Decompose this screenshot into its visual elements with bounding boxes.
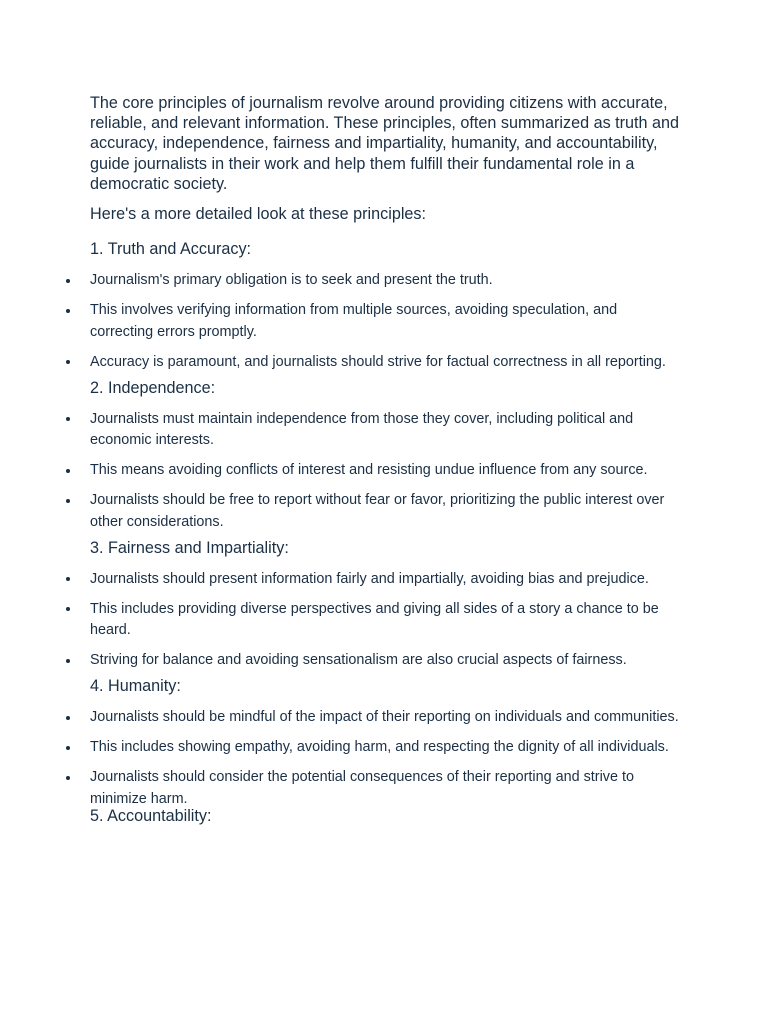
- list-item: [90, 650, 680, 672]
- section-heading-truth-accuracy: 1. Truth and Accuracy:: [90, 240, 252, 259]
- list-item: [90, 352, 680, 374]
- bullet-list-humanity: [90, 707, 680, 810]
- list-item-text: Journalists must maintain independence from those they cover, including political and economic interests.: [90, 410, 634, 449]
- list-item-text: Journalists should be free to report without fear or favor, prioritizing the public interest over other considerations.: [90, 492, 665, 530]
- bullet-icon: [66, 499, 70, 503]
- list-item: [90, 737, 680, 759]
- list-item: [90, 599, 680, 642]
- list-item: [90, 300, 680, 343]
- lead-paragraph: Here's a more detailed look at these principles:: [90, 205, 427, 224]
- bullet-icon: [66, 577, 70, 581]
- bullet-icon: [66, 417, 70, 421]
- list-item-text: This involves verifying information from multiple sources, avoiding speculation, and correcting errors promptly.: [90, 302, 618, 340]
- bullet-icon: [66, 746, 70, 750]
- list-item: [90, 270, 680, 292]
- list-item-text: Journalists should present information fairly and impartially, avoiding bias and prejudice.: [90, 570, 649, 587]
- intro-paragraph: The core principles of journalism revolve around providing citizens with accurate, reliable, and relevant information. These principles, often summarized as truth and accuracy, independence, fairness and impartiality, humanity, and accountability, guide journalists in their work and help them fulfill their fundamental role in a democratic society.: [90, 94, 680, 193]
- list-item-text: This includes showing empathy, avoiding harm, and respecting the dignity of all individuals.: [90, 739, 669, 756]
- bullet-icon: [66, 360, 70, 364]
- list-item: [90, 460, 680, 482]
- bullet-icon: [66, 776, 70, 780]
- bullet-icon: [66, 607, 70, 611]
- list-item: [90, 409, 680, 452]
- bullet-icon: [66, 716, 70, 720]
- section-heading-independence: 2. Independence:: [90, 378, 216, 397]
- list-item-text: Journalists should consider the potential consequences of their reporting and strive to minimize harm.: [90, 769, 634, 807]
- section-heading-accountability: 5. Accountability:: [90, 807, 212, 826]
- bullet-list-truth-accuracy: [90, 270, 680, 373]
- list-item: [90, 490, 680, 533]
- bullet-icon: [66, 659, 70, 663]
- bullet-list-fairness-impartiality: [90, 569, 680, 672]
- list-item-text: This means avoiding conflicts of interest and resisting undue influence from any source.: [90, 462, 648, 479]
- bullet-icon: [66, 309, 70, 313]
- list-item-text: This includes providing diverse perspectives and giving all sides of a story a chance to be heard.: [90, 600, 659, 639]
- bullet-icon: [66, 469, 70, 473]
- list-item-text: Accuracy is paramount, and journalists should strive for factual correctness in all reporting.: [90, 353, 666, 370]
- list-item-text: Journalism's primary obligation is to seek and present the truth.: [90, 272, 493, 289]
- section-heading-humanity: 4. Humanity:: [90, 677, 181, 696]
- list-item: [90, 569, 680, 591]
- list-item: [90, 767, 680, 810]
- list-item-text: Journalists should be mindful of the impact of their reporting on individuals and communities.: [90, 709, 679, 726]
- document-body: [90, 93, 680, 826]
- section-heading-fairness-impartiality: 3. Fairness and Impartiality:: [90, 538, 289, 557]
- list-item-text: Striving for balance and avoiding sensationalism are also crucial aspects of fairness.: [90, 652, 627, 669]
- bullet-icon: [66, 279, 70, 283]
- bullet-list-independence: [90, 409, 680, 534]
- list-item: [90, 707, 680, 729]
